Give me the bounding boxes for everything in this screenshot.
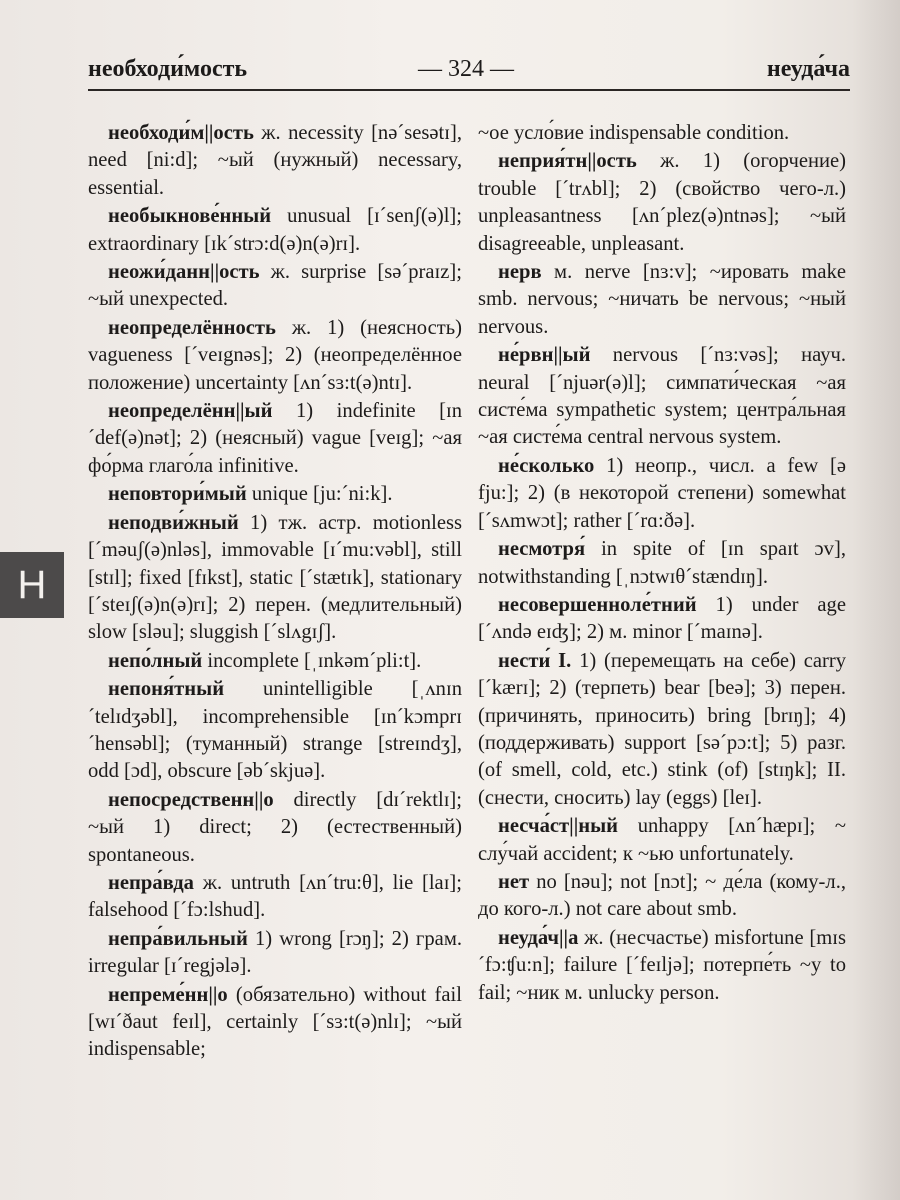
definition: no [nəu]; not [nɔt]; ~ де́ла (кому-л., до кого-л.) not care about smb.	[478, 870, 846, 921]
headword: несча́ст||ный	[498, 815, 619, 838]
headword: не́сколько	[498, 454, 595, 477]
header-first-word: необходи́мость	[88, 56, 248, 82]
headword: нерв	[498, 261, 542, 284]
definition: in spite of [ɪn spaɪt ɔv], notwithstanding [ˌnɔtwɪθ´stændɪŋ].	[478, 538, 846, 588]
dictionary-entry	[478, 648, 846, 812]
headword: непра́вильный	[108, 927, 248, 950]
definition: 1) тж. астр. motionless [´məuʃ(ə)nləs], immovable [ɪ´mu:vəbl], still [stɪl]; fixed [fɪkst], static [´stætɪk], stationary [´steɪʃ(ə)n(ə)rɪ]; 2) перен. (медлительный) slow [sləu]; sluggish [´slʌgɪʃ].	[88, 511, 462, 644]
definition: 1) неопр., числ. a few [ə fju:]; 2) (в некоторой степени) somewhat [´sʌmwɔt]; rather [´rɑ:ðə].	[478, 454, 846, 532]
dictionary-entry	[88, 315, 462, 397]
headword: неожи́данн||ость	[108, 261, 260, 284]
headword: непреме́нн||о	[108, 983, 228, 1006]
dictionary-entry	[478, 813, 846, 868]
headword: непо́лный	[108, 649, 203, 672]
definition: ж. 1) (неясность) vagueness [´veɪgnəs]; 2) (неопределённое положение) uncertainty [ʌn´sɜ:t(ə)ntɪ].	[88, 316, 462, 394]
headword: неподви́жный	[108, 511, 239, 534]
definition: ~ое усло́вие indispensable condition.	[478, 122, 790, 144]
dictionary-entry	[88, 203, 462, 258]
headword: не́рвн||ый	[498, 344, 591, 367]
definition: unintelligible [ˌʌnɪn´telɪdʒəbl], incomprehensible [ɪn´kɔmprɪ´hensəbl]; (туманный) strange [streɪndʒ], odd [ɔd], obscure [əb´skjuə].	[88, 678, 462, 783]
headword: необходи́м||ость	[108, 122, 254, 144]
left-column	[88, 120, 462, 1065]
dictionary-entry	[88, 120, 462, 202]
headword: нести́ I.	[498, 649, 572, 672]
headword: нет	[498, 870, 530, 893]
dictionary-entry	[88, 398, 462, 480]
dictionary-entry	[478, 869, 846, 924]
header-last-word: неуда́ча	[766, 56, 850, 82]
letter-thumb-tab: Н	[0, 552, 64, 618]
dictionary-entry	[88, 481, 462, 508]
definition: ж. untruth [ʌn´tru:θ], lie [laɪ]; falsehood [´fɔ:lshud].	[88, 871, 462, 922]
dictionary-entry	[478, 453, 846, 535]
dictionary-entry	[88, 982, 462, 1064]
headword: необыкнове́нный	[108, 205, 272, 228]
headword: непра́вда	[108, 871, 194, 894]
page-number: — 324 —	[418, 56, 514, 82]
headword: неприя́тн||ость	[498, 150, 637, 173]
header-rule	[88, 89, 850, 91]
definition: 1) wrong [rɔŋ]; 2) грам. irregular [ɪ´regjələ].	[88, 927, 462, 978]
definition: unhappy [ʌn´hæpɪ]; ~ слу́чай accident; к ~ью unfortunately.	[478, 815, 846, 865]
dictionary-entry	[478, 342, 846, 452]
page-edge-shadow	[852, 0, 900, 1200]
definition: unique [ju:´ni:k].	[246, 483, 393, 506]
dictionary-entry	[88, 926, 462, 981]
definition: ж. necessity [nə´sesətɪ], need [ni:d]; ~ый (нужный) necessary, essential.	[88, 122, 462, 199]
headword: непосредственн||о	[108, 788, 274, 811]
dictionary-entry	[88, 870, 462, 925]
headword: неопределённ||ый	[108, 400, 273, 423]
definition: directly [dɪ´rektlɪ]; ~ый 1) direct; 2) (естественный) spontaneous.	[88, 788, 462, 866]
dictionary-entry	[478, 259, 846, 341]
dictionary-entry	[88, 787, 462, 869]
headword: непоня́тный	[108, 678, 225, 701]
dictionary-entry	[478, 536, 846, 591]
running-header	[88, 56, 850, 90]
headword: неповтори́мый	[108, 483, 247, 506]
definition: ж. 1) (огорчение) trouble [´trʌbl]; 2) (свойство чего-л.) unpleasantness [ʌn´plez(ə)ntnəs]; ~ый disagreeable, unpleasant.	[478, 150, 846, 255]
dictionary-entry	[478, 592, 846, 647]
dictionary-entry	[88, 648, 462, 675]
dictionary-entry	[88, 510, 462, 647]
right-column	[478, 120, 846, 1008]
headword: неуда́ч||а	[498, 926, 579, 949]
definition: м. nerve [nɜ:v]; ~ировать make smb. nervous; ~ничать be nervous; ~ный nervous.	[478, 261, 846, 338]
dictionary-entry	[478, 148, 846, 258]
dictionary-entry-continued	[478, 120, 846, 147]
definition: ж. (несчастье) misfortune [mɪs´fɔ:ʧu:n]; failure [´feɪljə]; потерпе́ть ~у to fail; ~ник м. unlucky person.	[478, 926, 846, 1004]
definition: 1) indefinite [ɪn´def(ə)nət]; 2) (неясный) vague [veɪg]; ~ая фо́рма глаго́ла infinitive.	[88, 400, 462, 477]
definition: incomplete [ˌɪnkəm´pli:t].	[202, 649, 422, 672]
definition: nervous [´nɜ:vəs]; науч. neural [´njuər(ə)l]; симпати́ческая ~ая систе́ма sympathetic system; центра́льная ~ая систе́ма central nervous system.	[478, 344, 846, 449]
dictionary-entry	[88, 259, 462, 314]
definition: 1) (перемещать на себе) carry [´kærɪ]; 2) (терпеть) bear [beə]; 3) перен. (причинять, приносить) bring [brɪŋ]; 4) (поддерживать) support [sə´pɔ:t]; 5) разг. (of smell, cold, etc.) stink (of) [stɪŋk]; II. (снести, сносить) lay (eggs) [leɪ].	[478, 649, 846, 809]
headword: несмотря́	[498, 538, 586, 561]
definition: 1) under age [´ʌndə eɪʤ]; 2) м. minor [´maɪnə].	[478, 593, 846, 644]
definition: (обязательно) without fail [wɪ´ðaut feɪl], certainly [´sɜ:t(ə)nlɪ]; ~ый indispensable;	[88, 983, 462, 1061]
dictionary-entry	[478, 925, 846, 1007]
definition: unusual [ɪ´senʃ(ə)l]; extraordinary [ɪk´strɔ:d(ə)n(ə)rɪ].	[88, 205, 462, 255]
headword: несовершенноле́тний	[498, 593, 697, 616]
headword: неопределённость	[108, 316, 276, 339]
definition: ж. surprise [sə´praɪz]; ~ый unexpected.	[88, 261, 462, 311]
dictionary-entry	[88, 676, 462, 786]
